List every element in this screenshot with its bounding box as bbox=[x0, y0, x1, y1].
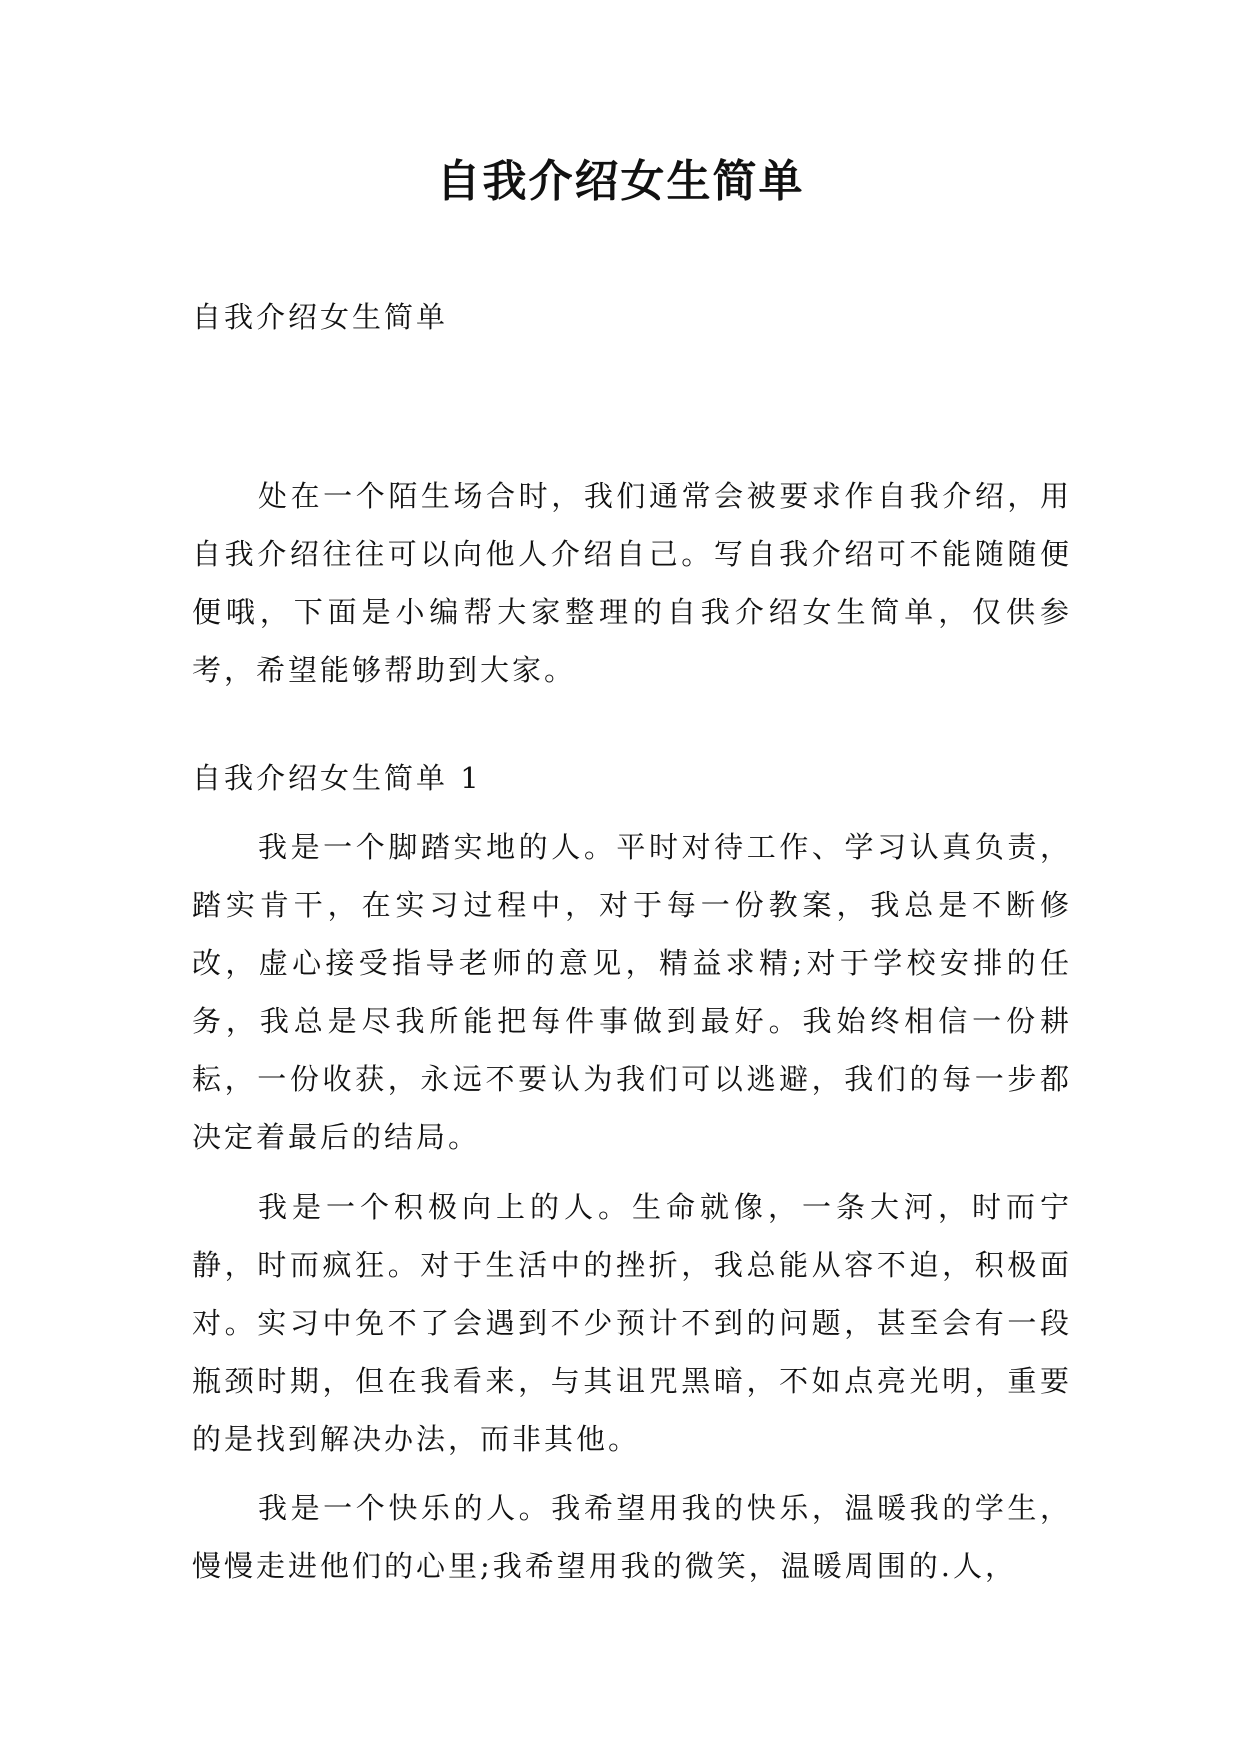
intro-paragraph: 处在一个陌生场合时，我们通常会被要求作自我介绍，用自我介绍往往可以向他人介绍自己。写自我介绍可不能随随便便哦，下面是小编帮大家整理的自我介绍女生简单，仅供参考，希望能够帮助到大家。 bbox=[192, 479, 1072, 687]
body-paragraph-2: 我是一个积极向上的人。生命就像，一条大河，时而宁静，时而疯狂。对于生活中的挫折，我总能从容不迫，积极面对。实习中免不了会遇到不少预计不到的问题，甚至会有一段瓶颈时期，但在我看来，与其诅咒黑暗，不如点亮光明，重要的是找到解决办法，而非其他。 bbox=[192, 1190, 1072, 1456]
body-paragraph-1: 我是一个脚踏实地的人。平时对待工作、学习认真负责，踏实肯干，在实习过程中，对于每一份教案，我总是不断修改，虚心接受指导老师的意见，精益求精;对于学校安排的任务，我总是尽我所能把每件事做到最好。我始终相信一份耕耘，一份收获，永远不要认为我们可以逃避，我们的每一步都决定着最后的结局。 bbox=[192, 830, 1072, 1154]
document-title: 自我介绍女生简单 bbox=[436, 156, 805, 207]
document-subtitle: 自我介绍女生简单 bbox=[192, 300, 449, 334]
body-paragraph-3: 我是一个快乐的人。我希望用我的快乐，温暖我的学生，慢慢走进他们的心里;我希望用我的微笑，温暖周围的.人， bbox=[192, 1491, 1072, 1583]
section-heading: 自我介绍女生简单 1 bbox=[192, 761, 482, 795]
